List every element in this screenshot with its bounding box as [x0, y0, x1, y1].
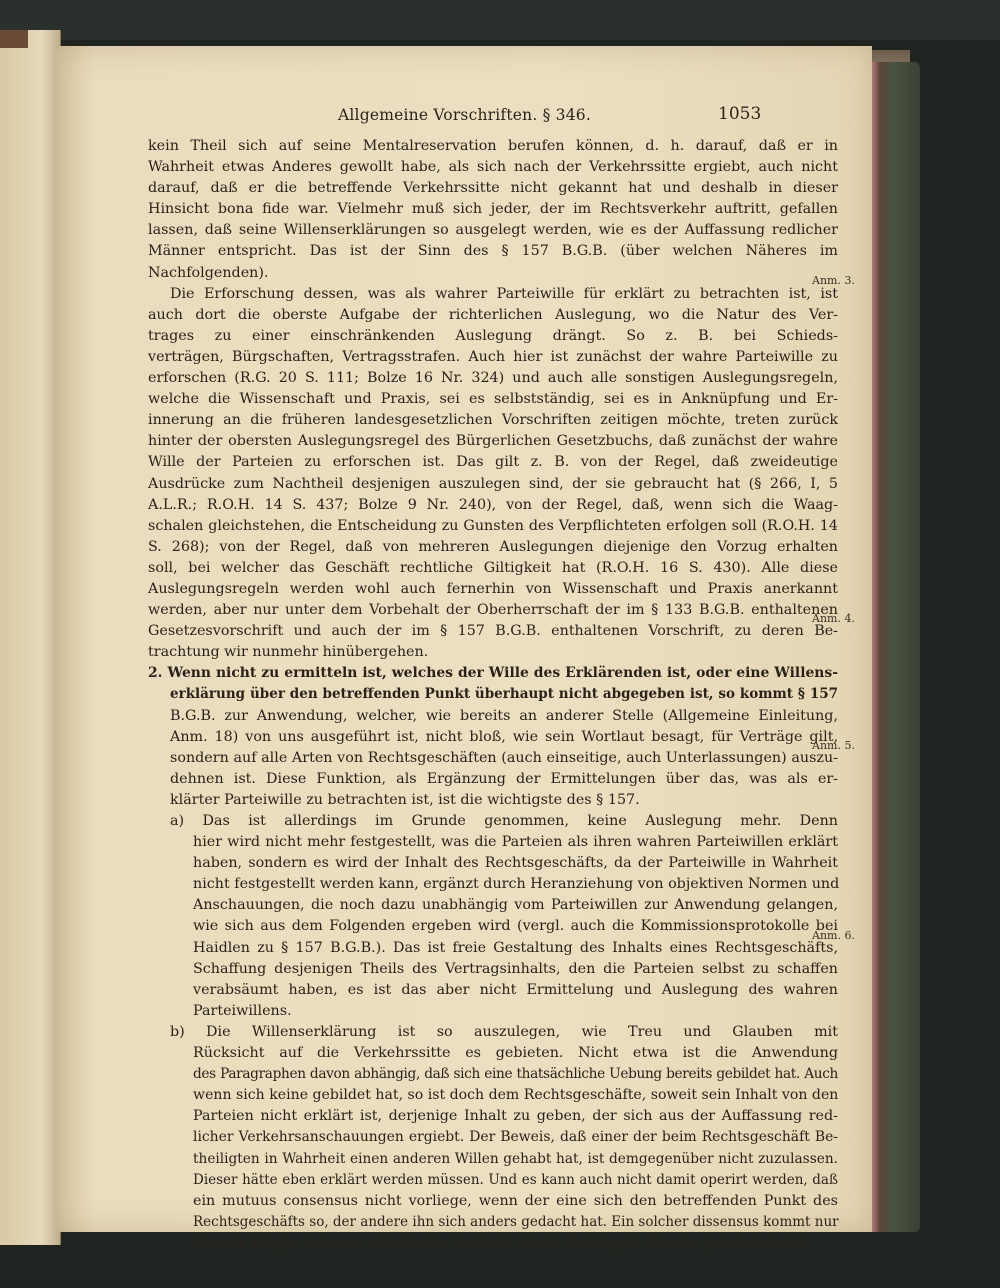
text-line: Anschauungen, die noch dazu unabhängig vom Parteiwillen zur Anwendung gelangen,: [193, 897, 838, 914]
text-line: klärter Parteiwille zu betrachten ist, ist die wichtigste des § 157.: [170, 791, 640, 808]
text-line: nicht festgestellt werden kann, ergänzt durch Heranziehung von objektiven Normen und: [193, 876, 840, 893]
text-line-numbered: 2. Wenn nicht zu ermitteln ist, welches der Wille des Erklärenden ist, oder eine Willens-: [148, 665, 838, 682]
text-line: verabsäumt haben, es ist das aber nicht Ermittelung und Auslegung des wahren: [193, 981, 838, 998]
background-top: [0, 0, 1000, 40]
text-line-sub-a: a) Das ist allerdings im Grunde genommen, keine Auslegung mehr. Denn: [170, 813, 838, 829]
text-line: Parteien nicht erklärt ist, derjenige Inhalt zu geben, der sich aus der Auffassung red-: [193, 1108, 838, 1125]
text-line: trachtung wir nunmehr hinübergehen.: [148, 644, 429, 661]
text-line: B.G.B. zur Anwendung, welcher, wie bereits an anderer Stelle (Allgemeine Einleitung,: [170, 707, 838, 724]
text-line: theiligten in Wahrheit einen anderen Willen gehabt hat, ist demgegenüber nicht zuzulassen.: [193, 1150, 838, 1167]
text-line: Wille der Parteien zu erforschen ist. Das gilt z. B. von der Regel, daß zweideutige: [148, 454, 838, 471]
text-line: lassen, daß seine Willenserklärungen so ausgelegt werden, wie es der Auffassung redlicher: [148, 222, 838, 239]
text-line: Gesetzesvorschrift und auch der im § 157 B.G.B. enthaltenen Vorschrift, zu deren Be-: [148, 623, 838, 640]
text-line: A.L.R.; R.O.H. 14 S. 437; Bolze 9 Nr. 240), von der Regel, daß, wenn sich die Waag-: [148, 496, 838, 513]
text-line: soll, bei welcher das Geschäft rechtliche Giltigkeit hat (R.O.H. 16 S. 430). Alle diese: [148, 559, 838, 576]
text-line: trages zu einer einschränkenden Auslegung drängt. So z. B. bei Schieds-: [148, 327, 838, 344]
text-line-sub-b: b) Die Willenserklärung ist so auszulegen, wie Treu und Glauben mit: [170, 1023, 838, 1040]
text-line: kein Theil sich auf seine Mentalreservation berufen können, d. h. darauf, daß er in: [148, 138, 838, 154]
text-line: Männer entspricht. Das ist der Sinn des § 157 B.G.B. (über welchen Näheres im: [148, 243, 838, 260]
text-line: schalen gleichstehen, die Entscheidung zu Gunsten des Verpflichteten erfolgen soll (R.O.H. 14: [148, 517, 838, 534]
text-line: verträgen, Bürgschaften, Vertragsstrafen. Auch hier ist zunächst der wahre Parteiwille zu: [148, 348, 838, 365]
text-line: erforschen (R.G. 20 S. 111; Bolze 16 Nr. 324) und auch alle sonstigen Auslegungsregeln,: [148, 370, 838, 387]
text-line: dehnen ist. Diese Funktion, als Ergänzung der Ermittelungen über das, was als er-: [170, 770, 838, 787]
margin-note: Anm. 6.: [812, 929, 855, 942]
text-line: wie sich aus dem Folgenden ergeben wird (vergl. auch die Kommissionsprotokolle bei: [193, 918, 838, 935]
text-line: wenn sich keine gebildet hat, so ist doch dem Rechtsgeschäfte, soweit sein Inhalt von den: [193, 1087, 839, 1104]
text-line: Die Erforschung dessen, was als wahrer Parteiwille für erklärt zu betrachten ist, ist: [170, 285, 838, 302]
text-line: dann in Frage, wenn es sich darum handelt, ob ein Vertrag zu Stande gekommen ist.: [193, 1234, 809, 1251]
text-line: hier wird nicht mehr festgestellt, was die Parteien als ihren wahren Parteiwillen erklärt: [193, 834, 838, 851]
text-line: darauf, daß er die betreffende Verkehrssitte nicht gekannt hat und deshalb in dieser: [148, 180, 838, 197]
text-line: licher Verkehrsanschauungen ergiebt. Der Beweis, daß einer der beim Rechtsgeschäft Be-: [193, 1129, 838, 1146]
text-line: auch dort die oberste Aufgabe der richterlichen Auslegung, wo die Natur des Ver-: [148, 306, 838, 323]
text-line: Rücksicht auf die Verkehrssitte es gebieten. Nicht etwa ist die Anwendung: [193, 1045, 838, 1062]
margin-note: Anm. 4.: [812, 612, 855, 625]
running-head-title: Allgemeine Vorschriften. § 346.: [338, 106, 591, 124]
text-line: Auslegungsregeln werden wohl auch fernerhin von Wissenschaft und Praxis anerkannt: [148, 580, 838, 597]
text-line: werden, aber nur unter dem Vorbehalt der Oberherrschaft der im § 133 B.G.B. enthaltenen: [148, 602, 838, 619]
text-line: innerung an die früheren landesgesetzlichen Vorschriften zeitigen möchte, treten zurück: [148, 412, 838, 429]
text-line: haben, sondern es wird der Inhalt des Rechtsgeschäfts, da der Parteiwille in Wahrheit: [193, 855, 838, 872]
text-line: Nachfolgenden).: [148, 264, 269, 281]
running-head: [56, 106, 872, 130]
text-line: Wahrheit etwas Anderes gewollt habe, als sich nach der Verkehrssitte ergiebt, auch nicht: [148, 159, 838, 176]
text-line: Anm. 18) von uns ausgeführt ist, nicht bloß, wie sein Wortlaut besagt, für Verträge gilt,: [170, 728, 838, 745]
text-line: Dieser hätte eben erklärt werden müssen. Und es kann auch nicht damit operirt werden, daß: [193, 1171, 838, 1188]
text-line: Hinsicht bona fide war. Vielmehr muß sich jeder, der im Rechtsverkehr auftritt, gefallen: [148, 201, 838, 218]
page-body: [148, 136, 838, 1254]
page-number: 1053: [718, 104, 762, 124]
left-page-tab: [0, 30, 28, 48]
margin-note: Anm. 5.: [812, 739, 855, 752]
text-line: Ausdrücke zum Nachtheil desjenigen auszulegen sind, der sie gebraucht hat (§ 266, I, 5: [148, 475, 838, 492]
text-line: des Paragraphen davon abhängig, daß sich eine thatsächliche Uebung bereits gebildet hat. Auch: [193, 1066, 838, 1083]
text-line: sondern auf alle Arten von Rechtsgeschäften (auch einseitige, auch Unterlassungen) auszu-: [170, 749, 838, 766]
text-line: erklärung über den betreffenden Punkt überhaupt nicht abgegeben ist, so kommt § 157: [170, 686, 838, 703]
text-line: Schaffung desjenigen Theils des Vertragsinhalts, den die Parteien selbst zu schaffen: [193, 960, 838, 977]
text-line: Parteiwillens.: [193, 1002, 292, 1019]
text-line: Rechtsgeschäfts so, der andere ihn sich anders gedacht hat. Ein solcher dissensus kommt nur: [193, 1213, 839, 1230]
text-line: S. 268); von der Regel, daß von mehreren Auslegungen diejenige den Vorzug erhalten: [148, 538, 838, 555]
margin-note: Anm. 3.: [812, 274, 855, 287]
book-page: [56, 46, 872, 1251]
text-line: ein mutuus consensus nicht vorliege, wenn der eine sich den betreffenden Punkt des: [193, 1192, 838, 1209]
text-line: welche die Wissenschaft und Praxis, sei es selbstständig, sei es in Anknüpfung und Er-: [148, 391, 838, 408]
text-line: Haidlen zu § 157 B.G.B.). Das ist freie Gestaltung des Inhalts eines Rechtsgeschäfts,: [193, 939, 838, 956]
left-page-edge: [0, 30, 61, 1245]
text-line: hinter der obersten Auslegungsregel des Bürgerlichen Gesetzbuchs, daß zunächst der wahre: [148, 433, 838, 450]
